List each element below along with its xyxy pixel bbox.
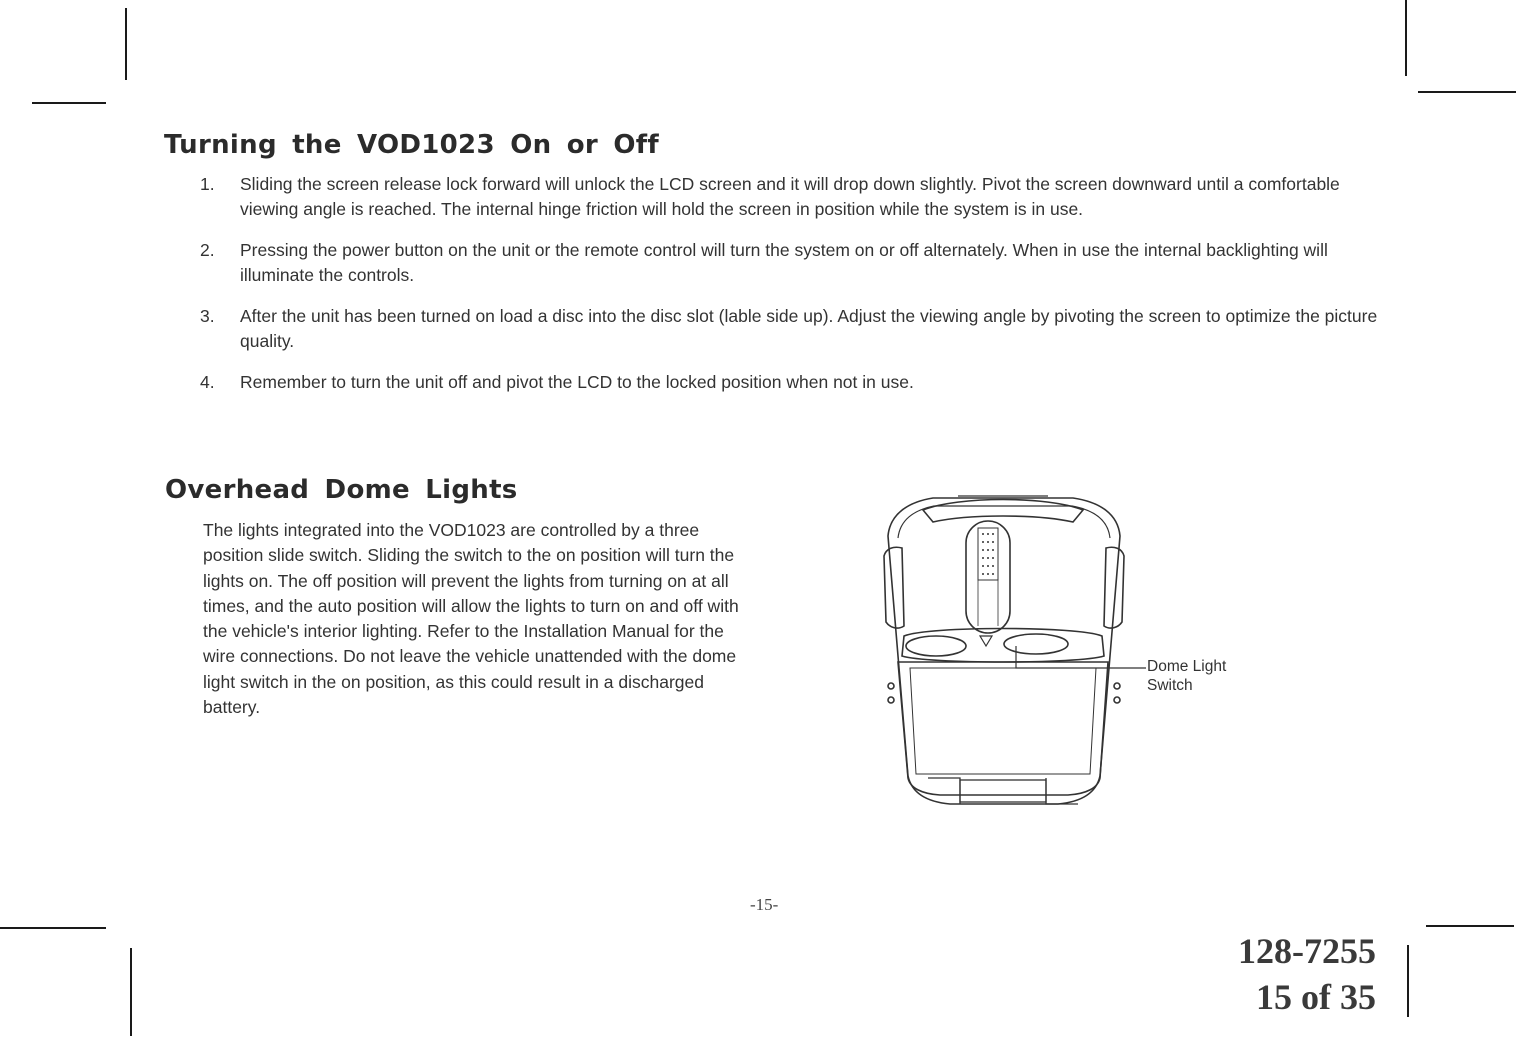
- step-text: Remember to turn the unit off and pivot the LCD to the locked position when not in use.: [240, 372, 914, 392]
- doc-number: 128-7255: [1238, 931, 1376, 971]
- step-text: After the unit has been turned on load a disc into the disc slot (lable side up). Adjust the viewing angle by pivoting the screen to optimize the picture quality.: [240, 306, 1378, 351]
- section-title-dome: Overhead Dome Lights: [165, 475, 518, 505]
- steps-list: [200, 172, 1380, 411]
- crop-mark: [1405, 0, 1407, 76]
- housing-outline: [888, 498, 1120, 804]
- list-item: [200, 238, 1380, 288]
- lcd-screen: [898, 662, 1108, 795]
- callout-label-line2: Switch: [1147, 677, 1193, 694]
- step-number: 3.: [200, 306, 215, 326]
- list-item: [200, 172, 1380, 222]
- overhead-unit-illustration: [868, 486, 1158, 808]
- step-number: 4.: [200, 372, 215, 392]
- page-count: 15 of 35: [1256, 977, 1376, 1017]
- section-title-turning: Turning the VOD1023 On or Off: [164, 130, 660, 160]
- left-button-cluster: [906, 636, 966, 656]
- control-panel: [902, 629, 1104, 663]
- crop-mark: [125, 8, 127, 80]
- speaker-pod: [966, 521, 1010, 633]
- crop-mark: [1418, 91, 1516, 93]
- step-text: Sliding the screen release lock forward will unlock the LCD screen and it will drop down slightly. Pivot the screen downward until a comfortable viewing angle is reached. The internal hinge friction will hold the screen in position while the system is in use.: [240, 174, 1340, 219]
- power-button: [980, 636, 992, 646]
- top-bar: [923, 500, 1083, 523]
- crop-mark: [0, 927, 106, 929]
- dome-body-text: The lights integrated into the VOD1023 are controlled by a three position slide switch. Sliding the switch to the on position will turn the lights on. The off position will prevent the lights from turning on at all times, and the auto position will allow the lights to turn on and off with the vehicle's interior lighting. Refer to the Installation Manual for the wire connections. Do not leave the vehicle unattended with the dome light switch in the on position, as this could result in a discharged battery.: [203, 520, 739, 718]
- step-number: 2.: [200, 240, 215, 260]
- callout-label-line1: Dome Light: [1147, 658, 1227, 675]
- crop-mark: [130, 948, 132, 1036]
- right-button-cluster: [1004, 634, 1068, 654]
- crop-mark: [32, 102, 106, 104]
- page-label: -15-: [750, 895, 779, 914]
- crop-mark: [1407, 945, 1409, 1017]
- step-text: Pressing the power button on the unit or the remote control will turn the system on or off alternately. When in use the internal backlighting will illuminate the controls.: [240, 240, 1328, 285]
- step-number: 1.: [200, 174, 215, 194]
- callout-leader: [1016, 646, 1146, 668]
- list-item: [200, 370, 1380, 395]
- list-item: [200, 304, 1380, 354]
- dome-light-switch-callout: [1147, 657, 1226, 695]
- crop-mark: [1426, 925, 1514, 927]
